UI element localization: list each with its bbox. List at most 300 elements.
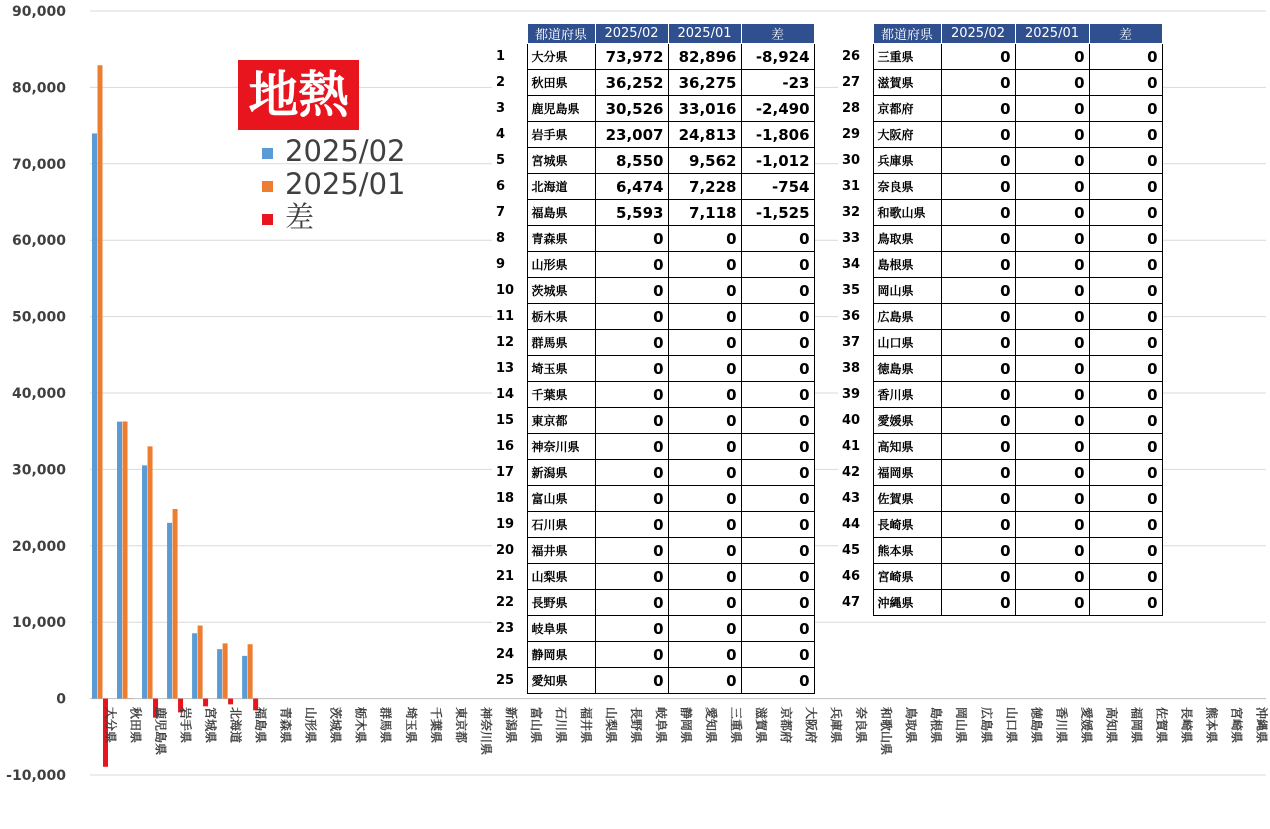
cell-diff: 0 (1089, 538, 1162, 564)
cell-2025-02: 23,007 (595, 122, 668, 148)
cell-prefecture: 埼玉県 (527, 356, 595, 382)
cell-diff: 0 (1089, 96, 1162, 122)
table-row (492, 226, 814, 252)
cell-2025-02: 0 (595, 642, 668, 668)
cell-2025-02: 0 (595, 382, 668, 408)
cell-rank: 43 (842, 491, 861, 506)
cell-2025-01: 0 (668, 616, 741, 642)
cell-2025-01: 0 (668, 356, 741, 382)
cell-rank: 38 (842, 361, 861, 376)
bar-2025-01 (123, 421, 128, 698)
cell-rank: 8 (496, 231, 506, 246)
legend-item-2025-02 (262, 136, 405, 166)
bar-diff (203, 699, 208, 707)
table-row (838, 278, 1162, 304)
cell-prefecture: 和歌山県 (873, 200, 941, 226)
cell-2025-02: 0 (941, 486, 1015, 512)
cell-2025-01: 0 (668, 434, 741, 460)
cell-rank: 39 (842, 387, 861, 402)
bar-2025-02 (217, 649, 222, 698)
table-row (492, 590, 814, 616)
cell-rank: 44 (842, 517, 861, 532)
cell-rank: 7 (496, 205, 506, 220)
y-tick-label: 30,000 (11, 462, 66, 479)
cell-diff: 0 (1089, 148, 1162, 174)
cell-2025-02: 73,972 (595, 44, 668, 70)
cell-rank: 36 (842, 309, 861, 324)
cell-2025-01: 0 (668, 486, 741, 512)
cell-rank: 31 (842, 179, 861, 194)
cell-2025-02: 0 (595, 486, 668, 512)
x-tick-label: 秋田県 (128, 707, 143, 744)
bar-2025-02 (192, 633, 197, 698)
x-tick-label: 北海道 (228, 707, 243, 744)
bar-2025-01 (98, 65, 103, 698)
cell-diff: 0 (1089, 486, 1162, 512)
cell-2025-01: 0 (1015, 486, 1089, 512)
cell-2025-01: 0 (668, 226, 741, 252)
cell-rank: 16 (496, 439, 515, 454)
cell-2025-02: 0 (941, 148, 1015, 174)
x-tick-label: 神奈川県 (478, 707, 493, 756)
table-row (492, 278, 814, 304)
x-tick-label: 山梨県 (603, 707, 618, 744)
cell-diff: 0 (741, 460, 814, 486)
cell-prefecture: 千葉県 (527, 382, 595, 408)
y-tick-label: 70,000 (11, 156, 66, 173)
cell-rank: 13 (496, 361, 515, 376)
cell-prefecture: 香川県 (873, 382, 941, 408)
table-row (838, 434, 1162, 460)
x-tick-label: 宮城県 (203, 707, 218, 744)
cell-diff: 0 (1089, 382, 1162, 408)
cell-prefecture: 広島県 (873, 304, 941, 330)
cell-2025-02: 0 (595, 330, 668, 356)
cell-diff: -2,490 (741, 96, 814, 122)
cell-diff: 0 (1089, 252, 1162, 278)
cell-rank: 40 (842, 413, 861, 428)
table-row (838, 564, 1162, 590)
cell-prefecture: 三重県 (873, 44, 941, 70)
header-diff: 差 (741, 24, 814, 44)
cell-prefecture: 宮城県 (527, 148, 595, 174)
y-tick-label: 80,000 (11, 80, 66, 97)
y-tick-label: 20,000 (11, 538, 66, 555)
x-tick-label: 三重県 (729, 707, 744, 744)
cell-rank: 46 (842, 569, 861, 584)
cell-prefecture: 愛媛県 (873, 408, 941, 434)
cell-diff: 0 (741, 252, 814, 278)
bar-2025-01 (173, 509, 178, 699)
x-tick-label: 福岡県 (1129, 707, 1144, 744)
data-table-right (838, 23, 1163, 616)
x-tick-label: 佐賀県 (1154, 707, 1169, 744)
legend-label-diff: 差 (285, 200, 315, 234)
x-tick-label: 福井県 (578, 707, 593, 744)
x-tick-label: 奈良県 (854, 707, 869, 744)
x-tick-label: 和歌山県 (879, 707, 894, 756)
cell-2025-01: 0 (1015, 44, 1089, 70)
cell-prefecture: 大阪府 (873, 122, 941, 148)
cell-rank: 19 (496, 517, 515, 532)
header-rank (838, 24, 873, 44)
table-row (492, 642, 814, 668)
x-tick-label: 山口県 (1004, 707, 1019, 744)
table-row (492, 44, 814, 70)
x-tick-label: 愛媛県 (1079, 707, 1094, 744)
cell-prefecture: 岡山県 (873, 278, 941, 304)
cell-2025-02: 0 (595, 226, 668, 252)
x-tick-label: 青森県 (278, 707, 293, 744)
cell-2025-02: 0 (941, 382, 1015, 408)
cell-2025-02: 0 (941, 356, 1015, 382)
x-tick-label: 富山県 (528, 707, 543, 744)
cell-rank: 33 (842, 231, 861, 246)
cell-2025-01: 0 (1015, 564, 1089, 590)
table-row (492, 512, 814, 538)
cell-diff: 0 (741, 512, 814, 538)
cell-diff: 0 (1089, 460, 1162, 486)
table-row (492, 616, 814, 642)
cell-2025-01: 0 (668, 330, 741, 356)
cell-2025-02: 0 (941, 44, 1015, 70)
cell-diff: 0 (741, 330, 814, 356)
table-row (492, 304, 814, 330)
cell-prefecture: 岐阜県 (527, 616, 595, 642)
table-row (838, 330, 1162, 356)
table-row (838, 460, 1162, 486)
cell-2025-02: 0 (941, 590, 1015, 616)
cell-2025-01: 82,896 (668, 44, 741, 70)
cell-2025-01: 0 (1015, 96, 1089, 122)
header-rank (492, 24, 527, 44)
bar-2025-01 (248, 644, 253, 698)
cell-2025-02: 30,526 (595, 96, 668, 122)
x-tick-label: 熊本県 (1204, 707, 1219, 744)
cell-rank: 34 (842, 257, 861, 272)
x-tick-label: 滋賀県 (754, 707, 769, 744)
cell-2025-02: 0 (941, 252, 1015, 278)
cell-2025-01: 24,813 (668, 122, 741, 148)
cell-prefecture: 山形県 (527, 252, 595, 278)
x-tick-label: 岩手県 (178, 707, 193, 744)
cell-prefecture: 鹿児島県 (527, 96, 595, 122)
cell-2025-01: 0 (1015, 408, 1089, 434)
x-tick-label: 香川県 (1054, 707, 1069, 744)
table-row (492, 96, 814, 122)
cell-2025-01: 0 (1015, 252, 1089, 278)
cell-diff: 0 (1089, 70, 1162, 96)
x-tick-label: 大分県 (103, 707, 118, 744)
table-row (492, 148, 814, 174)
cell-prefecture: 東京都 (527, 408, 595, 434)
cell-diff: 0 (1089, 590, 1162, 616)
cell-prefecture: 島根県 (873, 252, 941, 278)
cell-2025-02: 0 (595, 304, 668, 330)
cell-2025-01: 0 (1015, 200, 1089, 226)
bar-diff (228, 699, 233, 705)
header-2025-02: 2025/02 (941, 24, 1015, 44)
cell-diff: 0 (741, 226, 814, 252)
legend-label-2025-02: 2025/02 (285, 134, 406, 168)
table-row (492, 174, 814, 200)
cell-2025-01: 0 (1015, 278, 1089, 304)
cell-2025-02: 0 (595, 278, 668, 304)
cell-2025-01: 0 (668, 512, 741, 538)
cell-prefecture: 石川県 (527, 512, 595, 538)
x-tick-label: 岐阜県 (653, 707, 668, 744)
table-row (492, 330, 814, 356)
header-2025-01: 2025/01 (1015, 24, 1089, 44)
x-tick-label: 長崎県 (1179, 707, 1194, 744)
cell-diff: 0 (1089, 564, 1162, 590)
cell-2025-02: 0 (595, 252, 668, 278)
table-row (838, 70, 1162, 96)
header-prefecture: 都道府県 (527, 24, 595, 44)
cell-2025-02: 36,252 (595, 70, 668, 96)
cell-diff: 0 (741, 616, 814, 642)
cell-diff: 0 (1089, 304, 1162, 330)
y-tick-label: 90,000 (11, 4, 66, 20)
cell-2025-01: 0 (1015, 382, 1089, 408)
cell-rank: 42 (842, 465, 861, 480)
cell-prefecture: 新潟県 (527, 460, 595, 486)
cell-rank: 12 (496, 335, 515, 350)
cell-2025-02: 0 (595, 616, 668, 642)
table-row (838, 148, 1162, 174)
cell-2025-01: 0 (1015, 512, 1089, 538)
legend-swatch-diff (262, 214, 273, 225)
bar-2025-02 (92, 133, 97, 698)
x-tick-label: 京都府 (779, 707, 794, 744)
cell-prefecture: 兵庫県 (873, 148, 941, 174)
x-tick-label: 千葉県 (428, 707, 443, 744)
cell-diff: 0 (741, 668, 814, 694)
cell-prefecture: 高知県 (873, 434, 941, 460)
cell-2025-02: 0 (941, 538, 1015, 564)
cell-prefecture: 大分県 (527, 44, 595, 70)
cell-2025-01: 0 (1015, 226, 1089, 252)
cell-rank: 35 (842, 283, 861, 298)
cell-2025-02: 0 (941, 70, 1015, 96)
cell-diff: 0 (741, 590, 814, 616)
table-row (838, 122, 1162, 148)
x-tick-label: 埼玉県 (403, 707, 418, 744)
cell-diff: 0 (1089, 174, 1162, 200)
table-row (838, 356, 1162, 382)
x-tick-label: 兵庫県 (829, 707, 844, 744)
cell-prefecture: 山口県 (873, 330, 941, 356)
cell-diff: 0 (741, 564, 814, 590)
cell-2025-02: 0 (941, 278, 1015, 304)
cell-diff: -754 (741, 174, 814, 200)
cell-rank: 4 (496, 127, 506, 142)
cell-2025-02: 0 (595, 356, 668, 382)
bar-2025-02 (117, 422, 122, 699)
cell-2025-02: 6,474 (595, 174, 668, 200)
x-tick-label: 茨城県 (328, 707, 343, 744)
cell-2025-01: 0 (668, 642, 741, 668)
cell-2025-01: 0 (1015, 538, 1089, 564)
cell-diff: 0 (741, 642, 814, 668)
table-row (838, 512, 1162, 538)
cell-2025-02: 5,593 (595, 200, 668, 226)
cell-rank: 29 (842, 127, 861, 142)
x-tick-label: 愛知県 (704, 707, 719, 744)
bar-2025-01 (198, 626, 203, 699)
cell-rank: 41 (842, 439, 861, 454)
cell-diff: 0 (741, 538, 814, 564)
cell-2025-01: 0 (668, 278, 741, 304)
cell-2025-01: 0 (1015, 70, 1089, 96)
cell-prefecture: 鳥取県 (873, 226, 941, 252)
cell-prefecture: 福島県 (527, 200, 595, 226)
table-row (492, 434, 814, 460)
cell-rank: 2 (496, 75, 506, 90)
cell-diff: 0 (741, 486, 814, 512)
cell-2025-02: 0 (941, 200, 1015, 226)
header-2025-01: 2025/01 (668, 24, 741, 44)
cell-2025-02: 0 (941, 330, 1015, 356)
cell-2025-02: 0 (941, 226, 1015, 252)
table-header-row (492, 24, 814, 44)
cell-prefecture: 奈良県 (873, 174, 941, 200)
cell-diff: 0 (1089, 408, 1162, 434)
table-row (838, 200, 1162, 226)
table-row (492, 382, 814, 408)
cell-prefecture: 秋田県 (527, 70, 595, 96)
x-tick-label: 広島県 (979, 707, 994, 744)
cell-diff: 0 (741, 304, 814, 330)
cell-diff: 0 (741, 382, 814, 408)
cell-rank: 18 (496, 491, 515, 506)
cell-prefecture: 岩手県 (527, 122, 595, 148)
cell-diff: 0 (1089, 122, 1162, 148)
cell-rank: 25 (496, 673, 515, 688)
x-tick-label: 東京都 (453, 707, 468, 744)
bar-2025-01 (223, 643, 228, 698)
cell-prefecture: 福岡県 (873, 460, 941, 486)
cell-prefecture: 滋賀県 (873, 70, 941, 96)
chart-title: 地熱 (248, 66, 349, 124)
cell-2025-01: 7,118 (668, 200, 741, 226)
legend-label-2025-01: 2025/01 (285, 167, 406, 201)
cell-prefecture: 宮崎県 (873, 564, 941, 590)
cell-2025-01: 0 (1015, 148, 1089, 174)
table-row (492, 356, 814, 382)
x-tick-label: 福島県 (253, 707, 268, 744)
cell-2025-02: 0 (595, 434, 668, 460)
table-row (492, 486, 814, 512)
cell-diff: 0 (1089, 278, 1162, 304)
cell-2025-02: 0 (941, 96, 1015, 122)
cell-diff: 0 (1089, 512, 1162, 538)
table-row (838, 538, 1162, 564)
cell-prefecture: 長崎県 (873, 512, 941, 538)
cell-2025-02: 0 (595, 512, 668, 538)
bar-2025-02 (167, 523, 172, 699)
data-table-left (492, 23, 815, 694)
table-row (838, 382, 1162, 408)
cell-rank: 17 (496, 465, 515, 480)
y-tick-label: 0 (56, 691, 66, 708)
x-tick-label: 栃木県 (353, 707, 368, 744)
cell-prefecture: 茨城県 (527, 278, 595, 304)
cell-rank: 30 (842, 153, 861, 168)
cell-prefecture: 神奈川県 (527, 434, 595, 460)
y-tick-label: 60,000 (11, 233, 66, 250)
cell-2025-02: 0 (595, 590, 668, 616)
cell-2025-02: 0 (595, 668, 668, 694)
x-tick-label: 島根県 (929, 707, 944, 744)
cell-rank: 10 (496, 283, 515, 298)
x-tick-label: 山形県 (303, 707, 318, 744)
table-row (838, 590, 1162, 616)
cell-2025-01: 36,275 (668, 70, 741, 96)
cell-prefecture: 山梨県 (527, 564, 595, 590)
cell-rank: 15 (496, 413, 515, 428)
cell-2025-01: 0 (668, 304, 741, 330)
x-axis-labels (104, 706, 1270, 755)
cell-diff: 0 (1089, 44, 1162, 70)
cell-rank: 6 (496, 179, 506, 194)
cell-2025-01: 0 (668, 460, 741, 486)
x-tick-label: 石川県 (553, 707, 568, 744)
cell-2025-02: 8,550 (595, 148, 668, 174)
cell-rank: 1 (496, 49, 506, 64)
table-row (492, 564, 814, 590)
cell-2025-01: 0 (668, 252, 741, 278)
cell-rank: 20 (496, 543, 515, 558)
cell-prefecture: 富山県 (527, 486, 595, 512)
cell-rank: 47 (842, 595, 861, 610)
cell-diff: 0 (1089, 356, 1162, 382)
table-row (492, 460, 814, 486)
table-row (492, 200, 814, 226)
x-tick-label: 高知県 (1104, 707, 1119, 744)
table-row (838, 252, 1162, 278)
x-tick-label: 鳥取県 (904, 707, 919, 744)
cell-rank: 21 (496, 569, 515, 584)
cell-prefecture: 長野県 (527, 590, 595, 616)
table-row (492, 70, 814, 96)
table-row (492, 408, 814, 434)
cell-diff: 0 (741, 356, 814, 382)
cell-2025-01: 0 (668, 668, 741, 694)
x-tick-label: 大阪府 (804, 707, 819, 744)
y-tick-label: 50,000 (11, 309, 66, 326)
cell-2025-02: 0 (595, 460, 668, 486)
cell-2025-01: 0 (668, 538, 741, 564)
cell-diff: 0 (741, 408, 814, 434)
table-row (838, 304, 1162, 330)
x-tick-label: 徳島県 (1029, 707, 1044, 744)
table-row (838, 408, 1162, 434)
cell-prefecture: 佐賀県 (873, 486, 941, 512)
cell-diff: 0 (741, 434, 814, 460)
cell-rank: 26 (842, 49, 861, 64)
cell-diff: 0 (1089, 330, 1162, 356)
cell-prefecture: 京都府 (873, 96, 941, 122)
cell-prefecture: 栃木県 (527, 304, 595, 330)
cell-prefecture: 愛知県 (527, 668, 595, 694)
cell-rank: 32 (842, 205, 861, 220)
cell-2025-01: 0 (1015, 356, 1089, 382)
x-tick-label: 長野県 (628, 707, 643, 744)
header-diff: 差 (1089, 24, 1162, 44)
y-axis-labels (6, 4, 66, 784)
x-tick-label: 群馬県 (378, 707, 393, 744)
